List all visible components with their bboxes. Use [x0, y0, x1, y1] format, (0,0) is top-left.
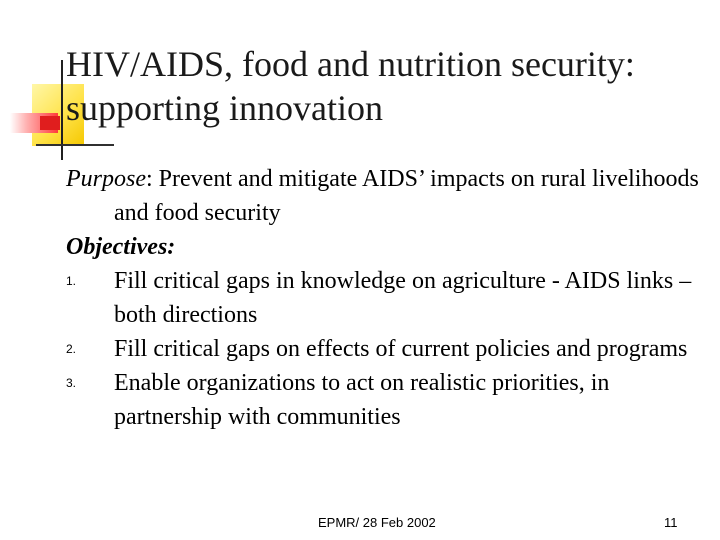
purpose-paragraph: [66, 162, 706, 230]
page-number: 11: [664, 515, 678, 530]
objective-text: Fill critical gaps in knowledge on agriculture - AIDS links – both directions: [114, 268, 692, 328]
purpose-text: : Prevent and mitigate AIDS’ impacts on rural livelihoods and food security: [114, 166, 699, 226]
objective-item: [66, 366, 706, 434]
purpose-label: Purpose: [66, 166, 146, 192]
objective-number: 3.: [66, 376, 77, 390]
objective-text: Fill critical gaps on effects of current policies and programs: [114, 336, 688, 362]
title-ornament-horizontal-line: [36, 144, 114, 146]
objective-number: 1.: [66, 274, 77, 288]
slide-body: [66, 162, 706, 434]
slide-title: HIV/AIDS, food and nutrition security: supporting innovation: [66, 44, 635, 128]
footer-date: EPMR/ 28 Feb 2002: [318, 515, 436, 530]
title-ornament-red-block: [40, 116, 60, 130]
objective-text: Enable organizations to act on realistic priorities, in partnership with communities: [114, 370, 610, 430]
objective-item: [66, 332, 706, 366]
objectives-heading: Objectives:: [66, 234, 176, 260]
objective-item: [66, 264, 706, 332]
objective-number: 2.: [66, 342, 77, 356]
